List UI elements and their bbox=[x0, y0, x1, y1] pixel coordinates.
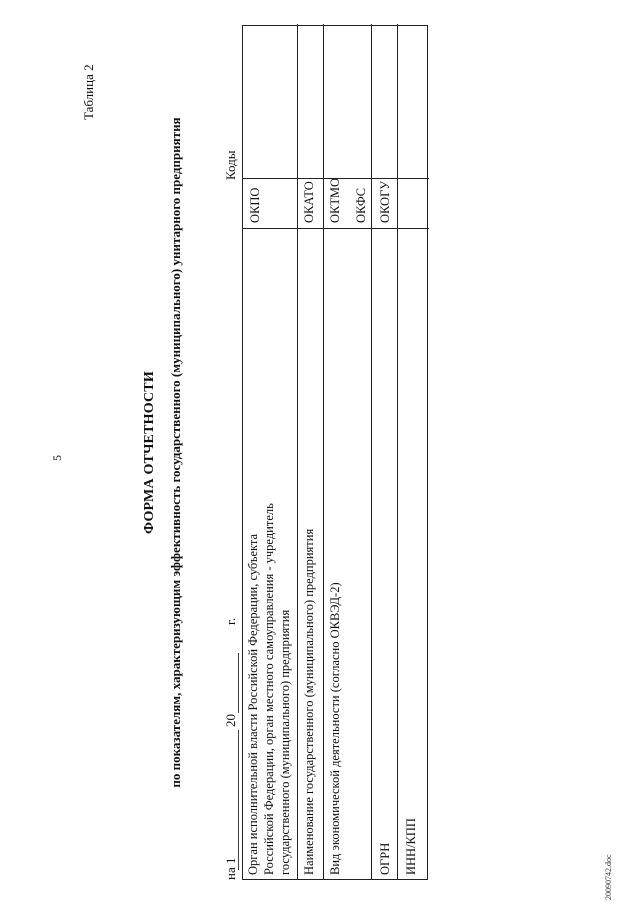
row-divider bbox=[371, 24, 372, 879]
row-label-line: государственного (муниципального) предприятия bbox=[278, 609, 292, 875]
page-number: 5 bbox=[50, 455, 64, 461]
table-label: Таблица 2 bbox=[81, 64, 96, 120]
row-label-line: Российской Федерации, орган местного самоуправления - учредитель bbox=[262, 503, 276, 875]
date-underline bbox=[238, 730, 239, 870]
form-subtitle: по показателям, характеризующим эффективность государственного (муниципального) унитарного предприятия bbox=[168, 117, 183, 788]
column-divider bbox=[243, 228, 429, 229]
code-okato: ОКАТО bbox=[302, 181, 316, 223]
year-underline bbox=[238, 653, 239, 713]
row-label-line: Орган исполнительной власти Российской Федерации, субъекта bbox=[246, 533, 260, 875]
row-label-line: Вид экономической деятельности (согласно ОКВЭД-2) bbox=[328, 582, 342, 875]
row-label-ogrn: ОГРН bbox=[378, 842, 392, 875]
code-okogu: ОКОГУ bbox=[378, 180, 392, 223]
row-divider bbox=[397, 24, 398, 879]
row-label-line: Наименование государственного (муниципального) предприятия bbox=[302, 528, 316, 875]
row-label-inn-kpp: ИНН/КПП bbox=[404, 818, 418, 875]
form-title: ФОРМА ОТЧЕТНОСТИ bbox=[142, 371, 157, 534]
row-divider bbox=[297, 24, 298, 879]
year-prefix: 20 bbox=[223, 714, 238, 727]
code-okfs: ОКФС bbox=[354, 187, 368, 223]
code-oktmo: ОКТМО bbox=[328, 178, 342, 223]
codes-heading: Коды bbox=[223, 150, 238, 180]
form-table bbox=[242, 25, 428, 880]
code-okpo: ОКПО bbox=[248, 187, 262, 223]
date-prefix: на 1 bbox=[223, 857, 238, 880]
row-divider bbox=[323, 24, 324, 879]
year-suffix: г. bbox=[223, 617, 238, 625]
document-filename: 20090742.doc bbox=[604, 854, 613, 900]
